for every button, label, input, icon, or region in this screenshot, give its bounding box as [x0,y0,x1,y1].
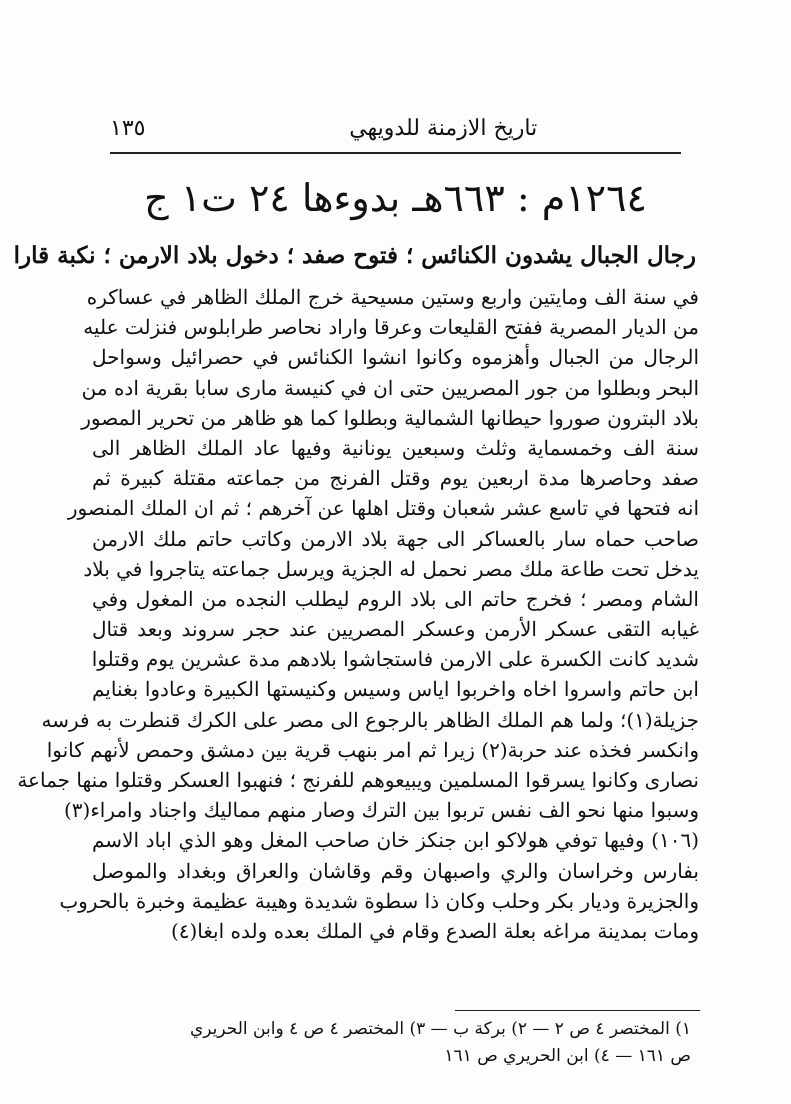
body-line: ابن حاتم واسروا اخاه واخربوا اياس وسيس وكنيستها الكبيرة وعادوا بغنايم [92,677,699,702]
body-line: انه فتحها في تاسع عشر شعبان وقتل اهلها عن آخرهم ؛ ثم ان الملك المنصور [67,496,699,521]
body-line: ومات بمدينة مراغه بعلة الصدع وقام في الملك بعده ولده ابغا(٤) [170,918,699,943]
chapter-topics: رجال الجبال يشدون الكنائس ؛ فتوح صفد ؛ دخول بلاد الارمن ؛ نكبة قارا [13,242,696,269]
body-line: بلاد البترون صوروا حيطانها الشمالية وبطلوا كما هو ظاهر من تحرير المصور [81,405,699,430]
body-line: وسبوا منها نحو الف نفس تربوا بين الترك وصار منهم مماليك واجناد وامراء(٣) [63,798,699,823]
body-line: وانكسر فخذه عند حربة(٢) زيرا ثم امر بنهب قرية بين دمشق وحمص لأنهم كانوا [46,737,699,762]
body-line: صاحب حماه سار بالعساكر الى جهة بلاد الارمن وكاتب حاتم ملك الارمن [92,526,699,551]
body-line: شديد كانت الكسرة على الارمن فاستجاشوا بلادهم مدة عشرين يوم وقتلوا [91,647,699,672]
body-line: نصارى وكانوا يسرقوا المسلمين ويبيعوهم للفرنج ؛ فنهبوا العسكر وقتلوا منها جماعة [17,768,699,792]
body-line: البحر وبطلوا من جور المصريين حتى ان في كنيسة مارى سابا بقرية اده من [81,375,699,400]
body-text [17,282,699,946]
footnotes [100,1016,691,1070]
page-number: ١٣٥ [110,115,146,141]
body-line: صفد وحاصرها مدة اربعين يوم وقتل الفرنج من جماعته مقتلة كبيرة ثم [92,466,699,491]
body-line: سنة الف وخمسماية وثلث وسبعين يونانية وفيها عاد الملك الظاهر الى [92,435,699,460]
year-heading: ١٢٦٤م : ٦٦٣هـ بدوءها ٢٤ ت١ ج [144,176,647,220]
body-line: يدخل تحت طاعة ملك مصر نحمل له الجزية ويرسل جماعته يتاجروا في بلاد [83,556,699,581]
body-line: (١٠٦) وفيها توفي هولاكو ابن جنكز خان صاحب المغل وهو الذي اباد الاسم [92,828,699,853]
body-line: والجزيرة وديار بكر وحلب وكان ذا سطوة شديدة وهيبة عظيمة وخبرة بالحروب [59,888,699,913]
body-line: الشام ومصر ؛ فخرج حاتم الى بلاد الروم ليطلب النجده من المغول وفي [92,586,699,611]
running-title: تاريخ الازمنة للدويهي [349,115,538,141]
footnote-line: ص ١٦١ — ٤) ابن الحريري ص ١٦١ [444,1046,691,1066]
body-line: من الديار المصرية ففتح القليعات وعرقا واراد نحاصر طرابلوس فنزلت عليه [83,315,699,340]
body-line: جزيلة(١)؛ ولما هم الملك الظاهر بالرجوع الى مصر على الكرك قنطرت به فرسه [41,707,699,732]
body-line: في سنة الف ومايتين واربع وستين مسيحية خرج الملك الظاهر في عساكره [86,285,699,309]
page-header [110,110,681,146]
header-divider [110,152,681,154]
footnote-divider [455,1010,700,1011]
footnote-line: ١) المختصر ٤ ص ٢ — ٢) بركة ب — ٣) المختصر ٤ ص ٤ وابن الحريري [189,1019,691,1039]
body-line: غيابه التقى عسكر الأرمن وعسكر المصريين عند حجر سروند وبعد قتال [92,617,699,642]
body-line: بفارس وخراسان والري واصبهان وقم وقاشان والعراق وبغداد والموصل [92,858,699,883]
body-line: الرجال من الجبال وأهزموه وكانوا انشوا الكنائس في حصرائيل وسواحل [92,345,699,370]
